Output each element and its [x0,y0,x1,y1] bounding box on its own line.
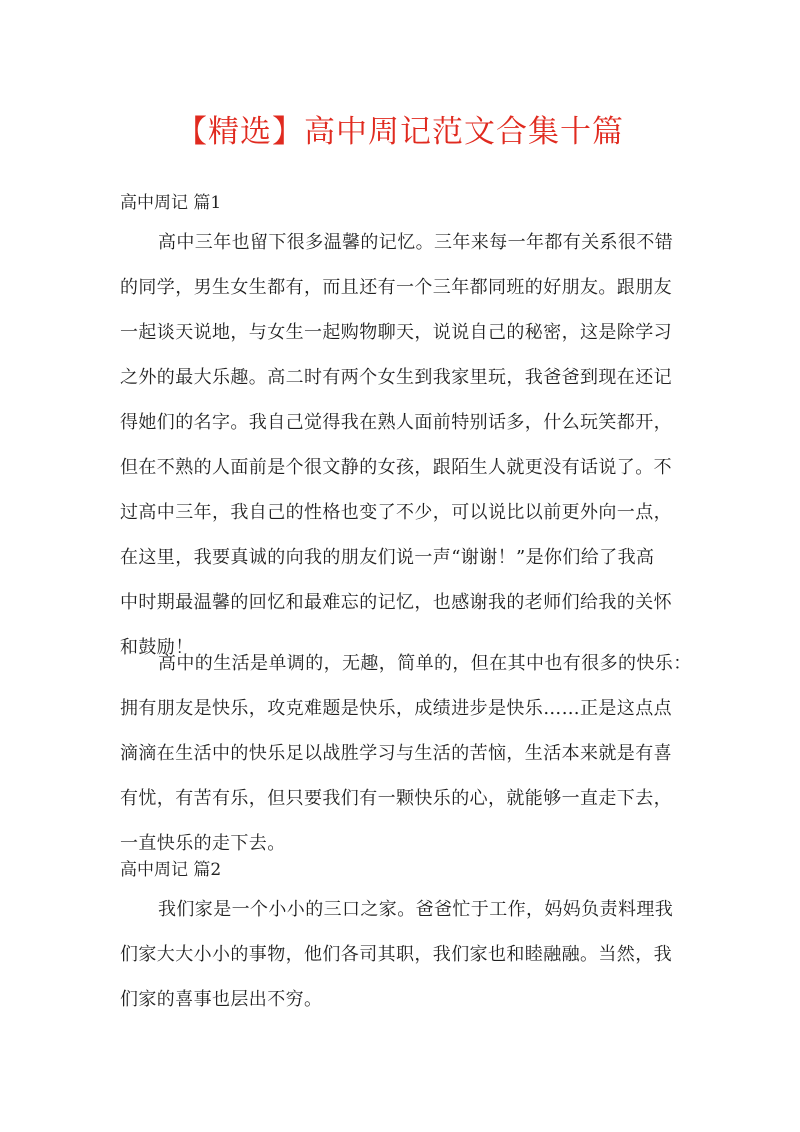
page-title: 【精选】高中周记范文合集十篇 [176,114,624,150]
text-line: 一起谈天说地，与女生一起购物聊天，说说自己的秘密，这是除学习 [120,322,672,343]
text-line: 们家的喜事也层出不穷。 [120,989,323,1010]
section-heading-2: 高中周记 篇2 [120,860,222,880]
text-line: 之外的最大乐趣。高二时有两个女生到我家里玩，我爸爸到现在还记 [120,367,672,388]
text-line: 在这里，我要真诚的向我的朋友们说一声“谢谢！”是你们给了我高 [120,547,655,568]
text-line: 有忧，有苦有乐，但只要我们有一颗快乐的心，就能够一直走下去， [120,788,672,809]
paragraph [120,641,692,866]
text-line: 和鼓励！ [120,637,194,658]
text-line: 高中的生活是单调的，无趣，简单的，但在其中也有很多的快乐： [158,653,692,674]
text-line: 们家大大小小的事物，他们各司其职，我们家也和睦融融。当然，我 [120,944,672,965]
text-line: 我们家是一个小小的三口之家。爸爸忙于工作，妈妈负责料理我 [158,899,674,920]
text-line: 拥有朋友是快乐，攻克难题是快乐，成绩进步是快乐……正是这点点 [120,698,672,719]
paragraph [120,220,692,670]
text-line: 中时期最温馨的回忆和最难忘的记忆，也感谢我的老师们给我的关怀 [120,592,672,613]
text-line: 但在不熟的人面前是个很文静的女孩，跟陌生人就更没有话说了。不 [120,457,672,478]
section-heading-1: 高中周记 篇1 [120,193,222,213]
text-line: 过高中三年，我自己的性格也变了不少，可以说比以前更外向一点， [120,502,672,523]
text-line: 的同学，男生女生都有，而且还有一个三年都同班的好朋友。跟朋友 [120,277,672,298]
paragraph [120,887,692,1022]
text-line: 一直快乐的走下去。 [120,833,286,854]
text-line: 滴滴在生活中的快乐足以战胜学习与生活的苦恼，生活本来就是有喜 [120,743,672,764]
text-line: 得她们的名字。我自己觉得我在熟人面前特别话多，什么玩笑都开， [120,412,672,433]
text-line: 高中三年也留下很多温馨的记忆。三年来每一年都有关系很不错 [158,232,674,253]
